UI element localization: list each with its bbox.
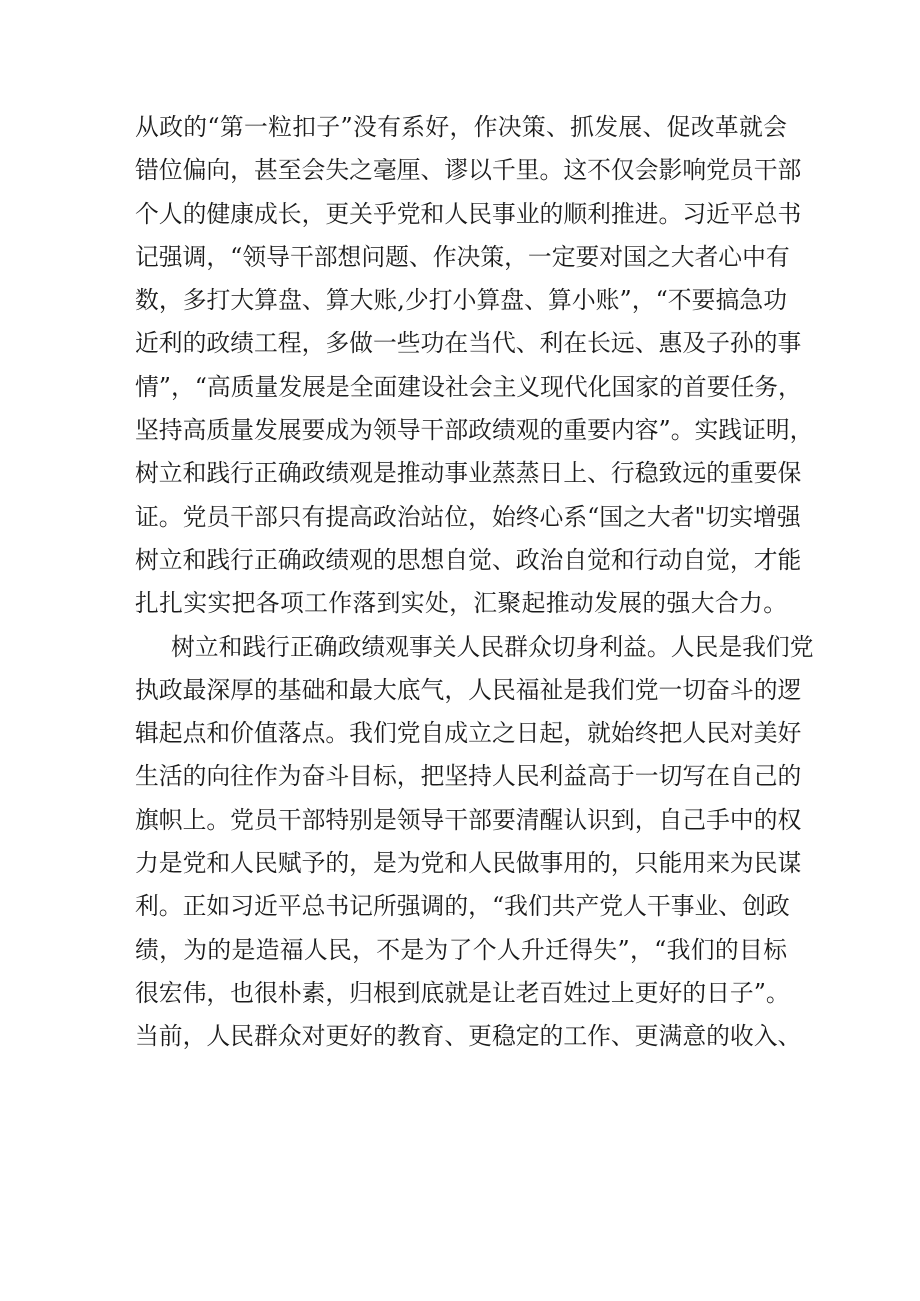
text-line: 扎扎实实把各项工作落到实处，汇聚起推动发展的强大合力。 bbox=[135, 589, 787, 618]
text-line: 个人的健康成长，更关乎党和人民事业的顺利推进。习近平总书 bbox=[135, 199, 802, 228]
text-line: 旗帜上。党员干部特别是领导干部要清醒认识到，自己手中的权 bbox=[135, 805, 802, 834]
paragraph-first-line: 树立和践行正确政绩观事关人民群众切身利益。人民是我们党 bbox=[171, 632, 814, 661]
text-line: 证。党员干部只有提高政治站位，始终心系“国之大者"切实增强 bbox=[135, 502, 801, 531]
text-line: 执政最深厚的基础和最大底气，人民福祉是我们党一切奋斗的逻 bbox=[135, 675, 802, 704]
text-line: 记强调，“领导干部想问题、作决策，一定要对国之大者心中有 bbox=[135, 242, 790, 271]
text-line: 树立和践行正确政绩观是推动事业蒸蒸日上、行稳致远的重要保 bbox=[135, 459, 802, 488]
text-line: 情”，“高质量发展是全面建设社会主义现代化国家的首要任务， bbox=[135, 372, 802, 401]
text-line: 辑起点和价值落点。我们党自成立之日起，就始终把人民对美好 bbox=[135, 719, 802, 748]
text-line: 生活的向往作为奋斗目标，把坚持人民利益高于一切写在自己的 bbox=[135, 762, 802, 791]
text-line: 利。正如习近平总书记所强调的，“我们共产党人干事业、创政 bbox=[135, 892, 790, 921]
text-line: 从政的“第一粒扣子”没有系好，作决策、抓发展、促改革就会 bbox=[135, 113, 787, 141]
document-body bbox=[0, 106, 920, 1059]
text-line: 当前，人民群众对更好的教育、更稳定的工作、更满意的收入、 bbox=[135, 1022, 802, 1051]
text-line: 树立和践行正确政绩观的思想自觉、政治自觉和行动自觉，才能 bbox=[135, 545, 802, 574]
text-line: 数，多打大算盘、算大账,少打小算盘、算小账”，“不要搞急功 bbox=[135, 286, 787, 315]
text-line: 很宏伟，也很朴素，归根到底就是让老百姓过上更好的日子”。 bbox=[135, 978, 790, 1007]
text-line: 错位偏向，甚至会失之毫厘、谬以千里。这不仅会影响党员干部 bbox=[135, 156, 802, 185]
text-line: 坚持高质量发展要成为领导干部政绩观的重要内容”。实践证明， bbox=[135, 416, 814, 445]
text-line: 绩，为的是造福人民，不是为了个人升迁得失”，“我们的目标 bbox=[135, 935, 787, 964]
text-line: 力是党和人民赋予的，是为党和人民做事用的，只能用来为民谋 bbox=[135, 849, 802, 878]
text-line: 近利的政绩工程，多做一些功在当代、利在长远、惠及子孙的事 bbox=[135, 329, 802, 358]
